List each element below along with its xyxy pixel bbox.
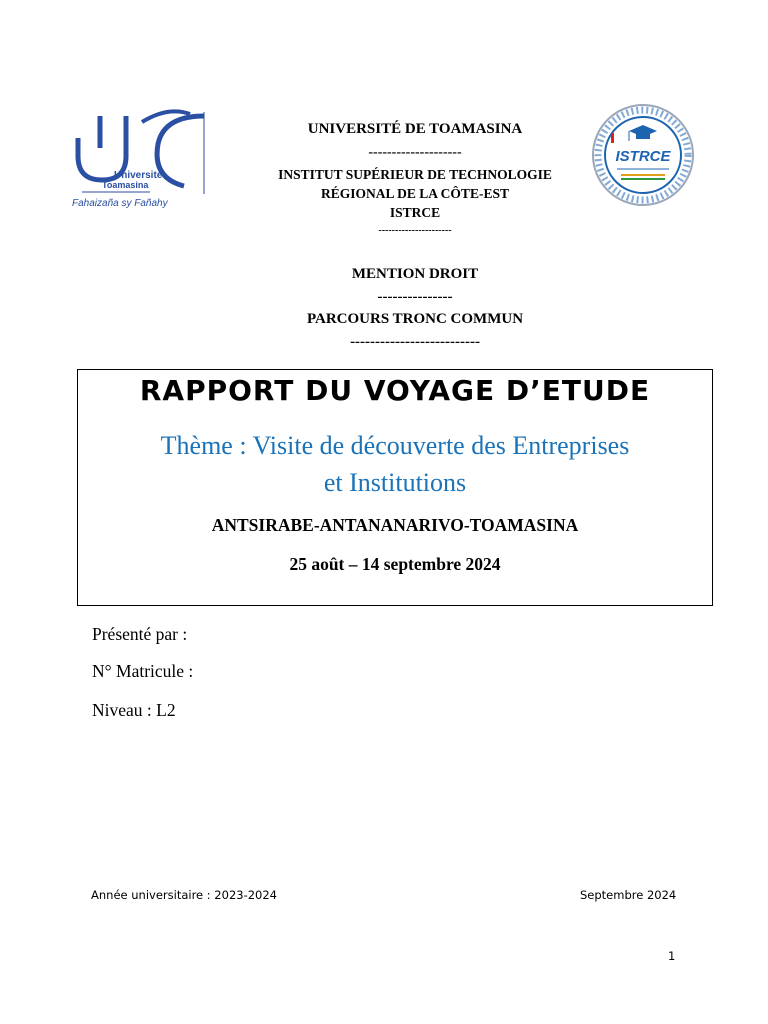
title-box bbox=[77, 369, 713, 606]
mention-label: MENTION DROIT bbox=[351, 266, 479, 282]
header-separator-2: ---------------------- bbox=[378, 225, 452, 236]
academic-year: Année universitaire : 2023-2024 bbox=[91, 888, 277, 902]
report-theme bbox=[78, 427, 712, 501]
presented-by-label: Présenté par : bbox=[92, 624, 188, 644]
parcours-separator: -------------------------- bbox=[350, 334, 480, 350]
header-separator: -------------------- bbox=[368, 145, 462, 160]
institute-short-name: ISTRCE bbox=[389, 205, 441, 220]
svg-text:Université: Université bbox=[114, 170, 163, 181]
istrce-seal-graphic bbox=[585, 103, 701, 207]
university-logo bbox=[72, 108, 212, 213]
mention-separator: --------------- bbox=[377, 289, 453, 305]
svg-text:Fahaizaña sy Fañahy: Fahaizaña sy Fañahy bbox=[72, 198, 168, 209]
svg-text:Toamasina: Toamasina bbox=[102, 180, 149, 190]
istrce-logo bbox=[585, 103, 701, 207]
svg-text:ISTRCE: ISTRCE bbox=[615, 148, 671, 165]
parcours-label: PARCOURS TRONC COMMUN bbox=[306, 311, 524, 327]
footer-date: Septembre 2024 bbox=[580, 888, 677, 902]
trip-dates: 25 août – 14 septembre 2024 bbox=[289, 554, 501, 574]
level-label: Niveau : L2 bbox=[92, 700, 176, 720]
institute-name bbox=[230, 165, 600, 222]
matricule-label: N° Matricule : bbox=[92, 661, 194, 681]
theme-line-1: Thème : Visite de découverte des Entreprises bbox=[160, 431, 630, 460]
institute-line-2: RÉGIONAL DE LA CÔTE-EST bbox=[321, 186, 509, 201]
university-logo-graphic bbox=[72, 108, 212, 213]
institute-line-1: INSTITUT SUPÉRIEUR DE TECHNOLOGIE bbox=[278, 167, 552, 182]
theme-line-2: et Institutions bbox=[323, 468, 467, 497]
page-number: 1 bbox=[668, 949, 676, 963]
report-title: RAPPORT DU VOYAGE D’ETUDE bbox=[139, 374, 651, 407]
trip-route: ANTSIRABE-ANTANANARIVO-TOAMASINA bbox=[211, 515, 579, 535]
university-name: UNIVERSITÉ DE TOAMASINA bbox=[307, 121, 523, 137]
